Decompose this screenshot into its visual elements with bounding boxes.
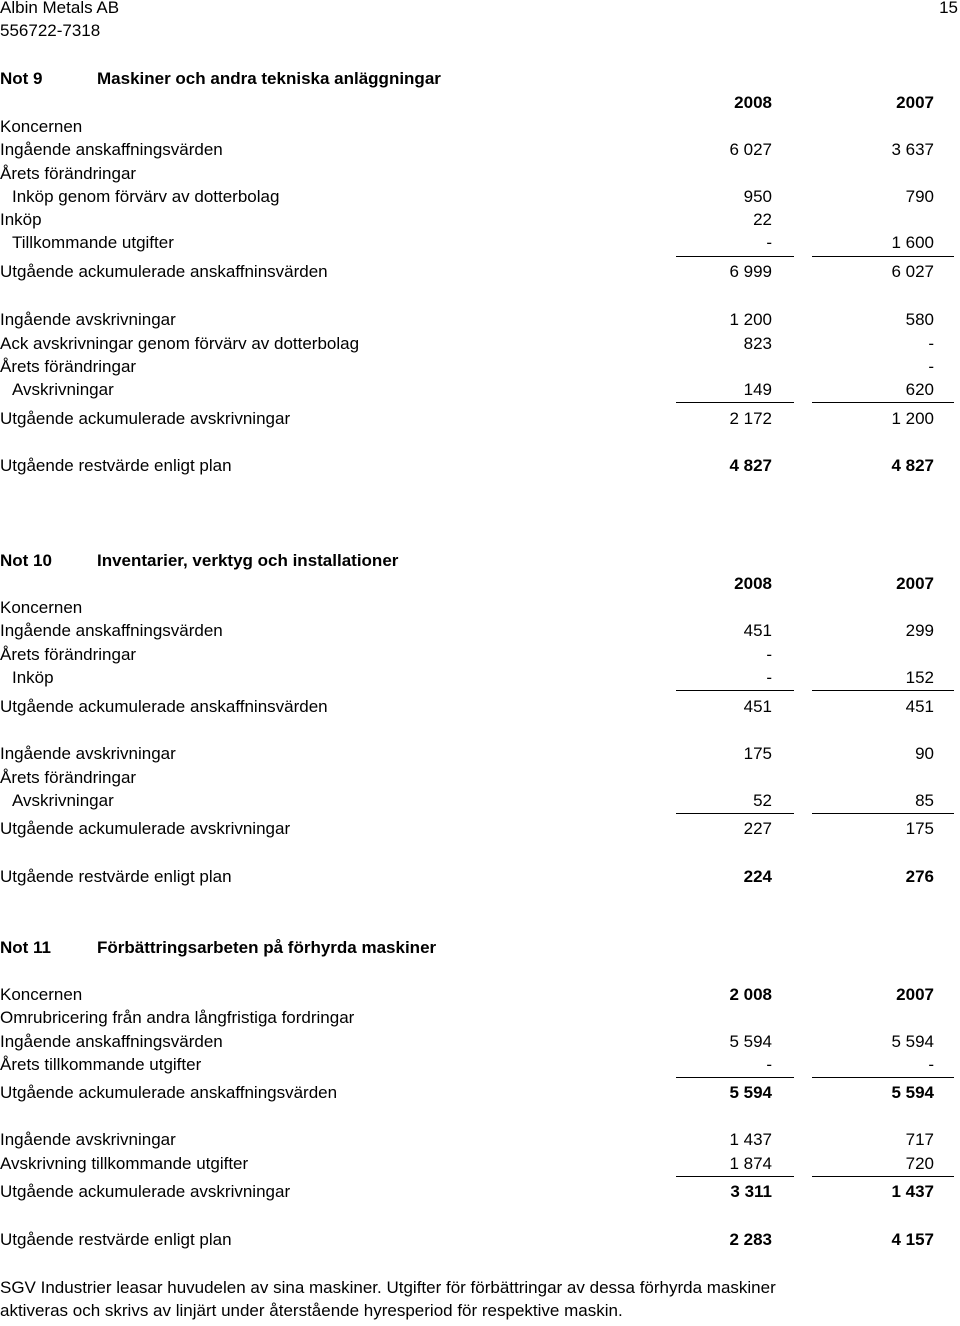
year-header-2008: 2008 bbox=[734, 93, 772, 112]
row-label: Ingående anskaffningsvärden bbox=[0, 140, 223, 159]
row-value-2008: 149 bbox=[743, 380, 772, 399]
row-label: Utgående ackumulerade anskaffninsvärden bbox=[0, 262, 328, 281]
row-value-2008: 3 311 bbox=[730, 1182, 772, 1201]
row-label: Utgående ackumulerade avskrivningar bbox=[0, 409, 291, 428]
row-label: Årets förändringar bbox=[0, 164, 137, 183]
row-value-2008: 2 283 bbox=[729, 1230, 772, 1249]
row-value-2007: 3 637 bbox=[891, 140, 934, 159]
row-value-2007: 451 bbox=[905, 697, 934, 716]
row-value-2008: 175 bbox=[743, 744, 772, 763]
year-header-2007: 2007 bbox=[896, 574, 934, 593]
row-label: Årets tillkommande utgifter bbox=[0, 1055, 202, 1074]
row-value-2008: 5 594 bbox=[729, 1032, 772, 1051]
footnote: aktiveras och skrivs av linjärt under återstående hyresperiod för respektive maskin. bbox=[0, 1301, 623, 1320]
sum-rule bbox=[676, 1176, 794, 1177]
row-value-2007: 1 200 bbox=[891, 409, 934, 428]
row-value-2007: 5 594 bbox=[891, 1083, 934, 1102]
sum-rule bbox=[676, 690, 794, 691]
row-label: Avskrivning tillkommande utgifter bbox=[0, 1154, 249, 1173]
sum-rule bbox=[676, 402, 794, 403]
sum-rule bbox=[812, 1077, 954, 1078]
note-number: Not 11 bbox=[0, 938, 52, 957]
row-label: Ingående avskrivningar bbox=[0, 1130, 176, 1149]
row-value-2008: 227 bbox=[743, 819, 772, 838]
row-value-2008: 2 172 bbox=[729, 409, 772, 428]
row-value-2008: 52 bbox=[753, 791, 772, 810]
row-label: Utgående restvärde enligt plan bbox=[0, 456, 232, 475]
row-label: Årets förändringar bbox=[0, 768, 137, 787]
row-label: Inköp bbox=[12, 668, 54, 687]
row-value-2007: 1 437 bbox=[891, 1182, 934, 1201]
sum-rule bbox=[812, 690, 954, 691]
row-label: Ingående anskaffningsvärden bbox=[0, 1032, 223, 1051]
sum-rule bbox=[676, 1077, 794, 1078]
row-label: Utgående restvärde enligt plan bbox=[0, 1230, 232, 1249]
row-value-2008: 224 bbox=[743, 867, 772, 886]
row-label: Utgående ackumulerade anskaffningsvärden bbox=[0, 1083, 338, 1102]
row-value-2007: - bbox=[928, 1055, 934, 1074]
row-value-2007: 720 bbox=[905, 1154, 934, 1173]
row-value-2007: 790 bbox=[905, 187, 934, 206]
row-value-2007: 175 bbox=[905, 819, 934, 838]
row-value-2008: - bbox=[766, 233, 772, 252]
sum-rule bbox=[812, 813, 954, 814]
row-label: Tillkommande utgifter bbox=[12, 233, 174, 252]
row-label: Ingående avskrivningar bbox=[0, 744, 176, 763]
page-number: 15 bbox=[939, 0, 958, 17]
org-number: 556722-7318 bbox=[0, 21, 101, 40]
row-label: Inköp genom förvärv av dotterbolag bbox=[12, 187, 280, 206]
row-value-2008: - bbox=[766, 1055, 772, 1074]
row-value-2007: 90 bbox=[915, 744, 934, 763]
year-header-2007: 2007 bbox=[896, 93, 934, 112]
note-title: Förbättringsarbeten på förhyrda maskiner bbox=[97, 938, 437, 957]
row-value-2007: 152 bbox=[905, 668, 934, 687]
row-label: Årets förändringar bbox=[0, 645, 137, 664]
row-value-2008: 451 bbox=[743, 697, 772, 716]
row-value-2008: 22 bbox=[753, 210, 772, 229]
row-label: Inköp bbox=[0, 210, 42, 229]
note-title: Maskiner och andra tekniska anläggningar bbox=[97, 69, 441, 88]
note-title: Inventarier, verktyg och installationer bbox=[97, 551, 399, 570]
row-label: Utgående restvärde enligt plan bbox=[0, 867, 232, 886]
row-value-2008: 451 bbox=[743, 621, 772, 640]
row-value-2007: 4 827 bbox=[891, 456, 934, 475]
row-label: Årets förändringar bbox=[0, 357, 137, 376]
row-value-2007: 717 bbox=[905, 1130, 934, 1149]
group-label: Koncernen bbox=[0, 985, 83, 1004]
row-value-2008: 5 594 bbox=[729, 1083, 772, 1102]
row-value-2008: 950 bbox=[743, 187, 772, 206]
group-label: Koncernen bbox=[0, 117, 83, 136]
row-value-2008: - bbox=[766, 668, 772, 687]
row-label: Avskrivningar bbox=[12, 791, 114, 810]
note-number: Not 9 bbox=[0, 69, 43, 88]
note-number: Not 10 bbox=[0, 551, 52, 570]
row-value-2008: 823 bbox=[743, 334, 772, 353]
row-label: Ingående anskaffningsvärden bbox=[0, 621, 223, 640]
row-label: Avskrivningar bbox=[12, 380, 114, 399]
footnote: SGV Industrier leasar huvudelen av sina maskiner. Utgifter för förbättringar av dessa förhyrda maskiner bbox=[0, 1278, 776, 1297]
sum-rule bbox=[812, 402, 954, 403]
year-header-2008: 2008 bbox=[734, 574, 772, 593]
year-header-2008: 2 008 bbox=[729, 985, 772, 1004]
year-header-2007: 2007 bbox=[896, 985, 934, 1004]
row-value-2008: 6 999 bbox=[729, 262, 772, 281]
row-label: Omrubricering från andra långfristiga fordringar bbox=[0, 1008, 355, 1027]
row-value-2007: 276 bbox=[905, 867, 934, 886]
row-value-2007: 620 bbox=[905, 380, 934, 399]
row-value-2008: - bbox=[766, 645, 772, 664]
row-value-2007: - bbox=[928, 357, 934, 376]
sum-rule bbox=[812, 256, 954, 257]
row-value-2007: - bbox=[928, 334, 934, 353]
company-name: Albin Metals AB bbox=[0, 0, 120, 17]
sum-rule bbox=[676, 813, 794, 814]
row-value-2008: 4 827 bbox=[729, 456, 772, 475]
row-value-2008: 1 200 bbox=[729, 310, 772, 329]
row-value-2007: 299 bbox=[905, 621, 934, 640]
row-label: Utgående ackumulerade avskrivningar bbox=[0, 819, 291, 838]
row-value-2008: 6 027 bbox=[729, 140, 772, 159]
row-value-2007: 4 157 bbox=[891, 1230, 934, 1249]
row-value-2007: 580 bbox=[905, 310, 934, 329]
row-value-2008: 1 437 bbox=[729, 1130, 772, 1149]
sum-rule bbox=[812, 1176, 954, 1177]
sum-rule bbox=[676, 256, 794, 257]
row-value-2007: 1 600 bbox=[891, 233, 934, 252]
row-value-2008: 1 874 bbox=[729, 1154, 772, 1173]
group-label: Koncernen bbox=[0, 598, 83, 617]
row-value-2007: 5 594 bbox=[891, 1032, 934, 1051]
row-label: Ack avskrivningar genom förvärv av dotterbolag bbox=[0, 334, 360, 353]
row-value-2007: 6 027 bbox=[891, 262, 934, 281]
row-value-2007: 85 bbox=[915, 791, 934, 810]
row-label: Utgående ackumulerade avskrivningar bbox=[0, 1182, 291, 1201]
row-label: Ingående avskrivningar bbox=[0, 310, 176, 329]
row-label: Utgående ackumulerade anskaffninsvärden bbox=[0, 697, 328, 716]
